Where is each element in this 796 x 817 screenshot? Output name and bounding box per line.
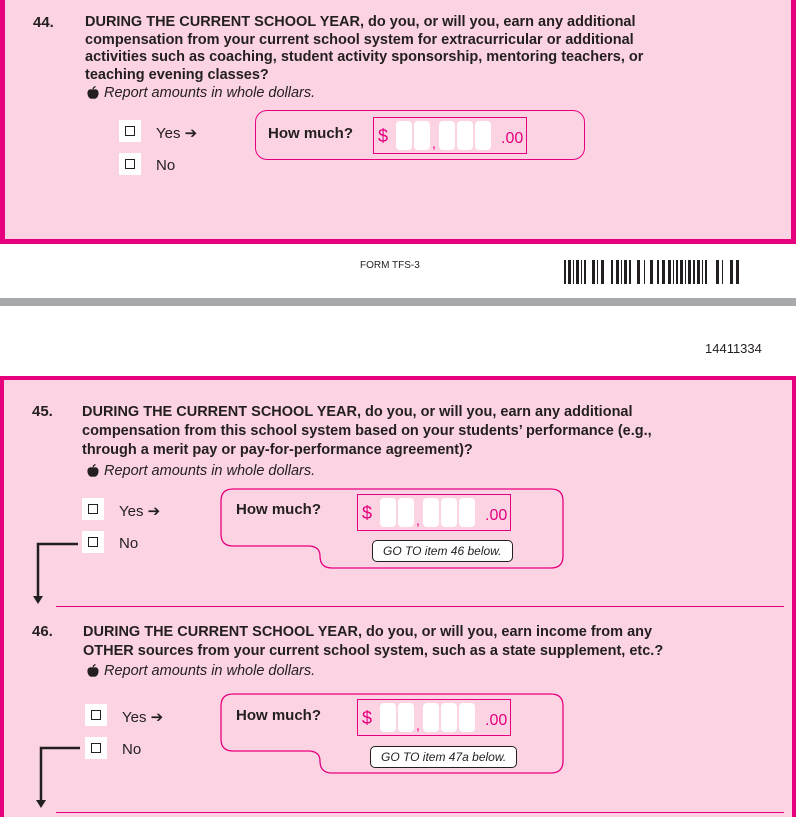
q44-question-text bbox=[85, 14, 765, 84]
q44-digit-2[interactable] bbox=[414, 121, 430, 150]
q44-cents: .00 bbox=[501, 130, 524, 147]
q45-digit-5[interactable] bbox=[459, 498, 475, 527]
q45-yes-checkbox[interactable] bbox=[82, 498, 104, 520]
q44-line-1: DURING THE CURRENT SCHOOL YEAR, do you, or will you, earn any additional bbox=[85, 14, 636, 30]
q44-digit-1[interactable] bbox=[396, 121, 412, 150]
q44-no-label: No bbox=[156, 157, 176, 174]
q45-no-label: No bbox=[119, 535, 139, 552]
q44-number: 44. bbox=[33, 14, 54, 31]
skip-arrow-icon bbox=[33, 746, 83, 812]
q46-line-2: OTHER sources from your current school system, such as a state supplement, etc.? bbox=[83, 643, 664, 659]
q44-amount-field[interactable] bbox=[373, 117, 527, 154]
q46-goto-instruction: GO TO item 47a below. bbox=[370, 746, 517, 768]
q44-digit-4[interactable] bbox=[457, 121, 473, 150]
q46-yes-label: Yes ➔ bbox=[122, 709, 164, 726]
q45-q46-divider bbox=[56, 606, 784, 607]
q44-line-4: teaching evening classes? bbox=[85, 66, 269, 83]
q46-no-checkbox[interactable] bbox=[85, 737, 107, 759]
page-divider bbox=[0, 298, 796, 306]
q45-number: 45. bbox=[32, 403, 53, 420]
q46-yes-checkbox[interactable] bbox=[85, 704, 107, 726]
q44-dollar-sign: $ bbox=[378, 126, 389, 146]
q46-comma: , bbox=[416, 717, 420, 733]
q44-digit-3[interactable] bbox=[439, 121, 455, 150]
apple-icon bbox=[86, 664, 100, 678]
q46-question-text bbox=[83, 623, 783, 661]
q45-line-1: DURING THE CURRENT SCHOOL YEAR, do you, or will you, earn any additional bbox=[82, 404, 633, 420]
q44-how-much-label: How much? bbox=[268, 125, 353, 142]
q46-cents: .00 bbox=[485, 712, 508, 729]
q45-line-2: compensation from this school system based on your students’ performance (e.g., bbox=[82, 423, 652, 439]
q44-yes-checkbox[interactable] bbox=[119, 120, 141, 142]
q44-digit-5[interactable] bbox=[475, 121, 491, 150]
q45-digit-3[interactable] bbox=[423, 498, 439, 527]
q44-note bbox=[86, 85, 315, 101]
q45-digit-1[interactable] bbox=[380, 498, 396, 527]
q45-question-text bbox=[82, 403, 772, 460]
q44-no-checkbox[interactable] bbox=[119, 153, 141, 175]
q46-number: 46. bbox=[32, 623, 53, 640]
q45-dollar-sign: $ bbox=[362, 503, 373, 523]
q46-digit-4[interactable] bbox=[441, 703, 457, 732]
apple-icon bbox=[86, 86, 100, 100]
q46-bottom-divider bbox=[56, 812, 784, 813]
q45-comma: , bbox=[416, 512, 420, 528]
q45-note bbox=[86, 463, 315, 479]
q46-dollar-sign: $ bbox=[362, 708, 373, 728]
q46-digit-5[interactable] bbox=[459, 703, 475, 732]
apple-icon bbox=[86, 464, 100, 478]
form-id: FORM TFS-3 bbox=[360, 260, 420, 271]
q44-comma: , bbox=[432, 135, 436, 151]
q45-amount-field[interactable] bbox=[357, 494, 511, 531]
q45-digit-2[interactable] bbox=[398, 498, 414, 527]
q45-cents: .00 bbox=[485, 507, 508, 524]
q46-how-much-label: How much? bbox=[236, 707, 321, 724]
q46-amount-field[interactable] bbox=[357, 699, 511, 736]
q44-yes-label: Yes ➔ bbox=[156, 125, 198, 142]
q44-note-text: Report amounts in whole dollars. bbox=[104, 85, 316, 101]
q46-note-text: Report amounts in whole dollars. bbox=[104, 663, 316, 679]
q44-line-3: activities such as coaching, student activity sponsorship, mentoring teachers, or bbox=[85, 49, 644, 65]
q46-digit-1[interactable] bbox=[380, 703, 396, 732]
q45-no-checkbox[interactable] bbox=[82, 531, 104, 553]
q45-yes-label: Yes ➔ bbox=[119, 503, 161, 520]
q45-note-text: Report amounts in whole dollars. bbox=[104, 463, 316, 479]
barcode-icon bbox=[564, 260, 740, 284]
q45-goto-instruction: GO TO item 46 below. bbox=[372, 540, 513, 562]
q45-how-much-label: How much? bbox=[236, 501, 321, 518]
q45-digit-4[interactable] bbox=[441, 498, 457, 527]
q46-no-label: No bbox=[122, 741, 142, 758]
q46-digit-2[interactable] bbox=[398, 703, 414, 732]
page-code: 14411334 bbox=[705, 341, 762, 356]
q46-note bbox=[86, 663, 315, 679]
skip-arrow-icon bbox=[30, 540, 80, 606]
q45-line-3: through a merit pay or pay-for-performance agreement)? bbox=[82, 442, 473, 458]
q46-line-1: DURING THE CURRENT SCHOOL YEAR, do you, or will you, earn income from any bbox=[83, 624, 653, 640]
q46-digit-3[interactable] bbox=[423, 703, 439, 732]
q44-line-2: compensation from your current school system for extracurricular or additional bbox=[85, 31, 634, 48]
